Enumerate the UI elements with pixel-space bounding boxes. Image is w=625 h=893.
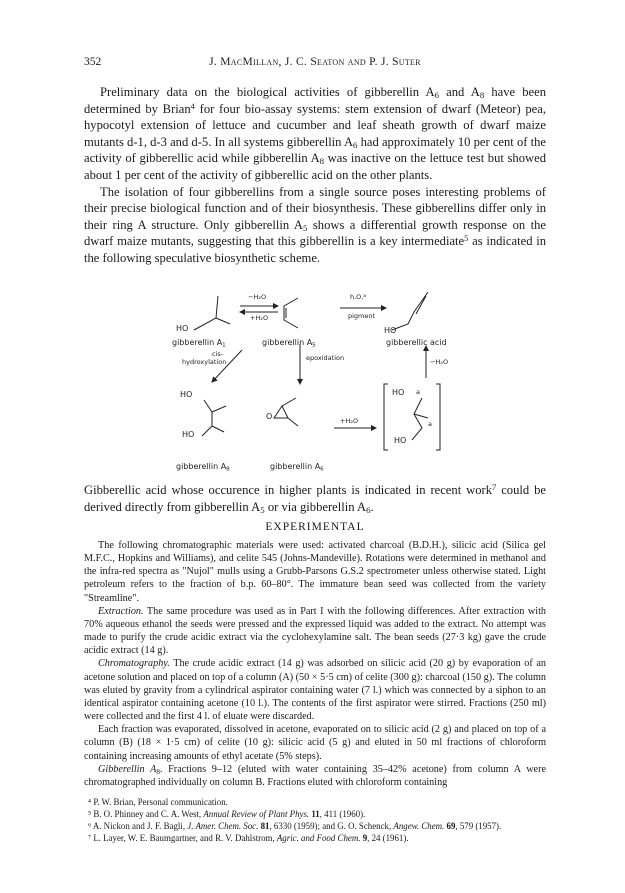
label-gibberellin-a5: gibberellin $A_5$ bbox=[262, 338, 316, 349]
label-gibberellin-a8: gibberellin $A_8$ bbox=[176, 462, 230, 473]
label-cis: cis- bbox=[212, 350, 224, 358]
experimental-paragraph-column-b: Each fraction was evaporated, dissolved in acetone, evaporated on to silicic acid (2 g) and placed on top of a column (B) (18 × 1·5 cm) of celite (10 g): silicic acid (5 g) and eluted in 50 ml fractions of chloroform containing increasing amounts of ethyl acetate (5% steps). bbox=[84, 724, 546, 762]
label-ho-ga3: HO bbox=[384, 326, 397, 335]
ga1-ring-fragment bbox=[194, 296, 218, 330]
post-scheme-text bbox=[84, 482, 546, 515]
footnote-5: ⁵ B. O. Phinney and C. A. West, Annual Review of Plant Phys. 11, 411 (1960). bbox=[88, 809, 366, 819]
footnote-7: ⁷ L. Layer, W. E. Baumgartner, and R. V. Dahlstrom, Agric. and Food Chem. 9, 24 (1961). bbox=[88, 833, 409, 843]
label-ho-ga8-bottom: HO bbox=[182, 430, 195, 439]
reference-marker: 5 bbox=[464, 233, 469, 244]
footnote-6: ⁶ A. Nickon and J. F. Bagli, J. Amer. Chem. Soc. 81, 6330 (1959); and G. O. Schenck, Angew. Chem. 69, 579 (1957). bbox=[88, 821, 502, 831]
label-epoxidation: epoxidation bbox=[306, 354, 345, 362]
experimental-text bbox=[84, 539, 546, 789]
label-ho-intermediate-bottom: HO bbox=[394, 436, 407, 445]
label-hydroxylation: hydroxylation bbox=[182, 358, 227, 366]
post-scheme-paragraph: Gibberellic acid whose occurence in higher plants is indicated in recent work$^7$ could be derived directly from gibberellin $A_5$ or via gibberellin $A_6$. bbox=[84, 482, 547, 515]
label-gibberellic-acid: gibberellic acid bbox=[386, 338, 447, 347]
experimental-paragraph-extraction: Extraction. The same procedure was used as in Part I with the following differences. After extraction with 70% aqueous ethanol the seeds were pressed and the expressed liquid was added to the extract. No attempt was made to purify the crude acidic extract via the cyclohexylamine salt. The bean seeds (27·3 kg) gave the crude acidic extract (14 g). bbox=[84, 605, 546, 657]
ga8-ring-fragment bbox=[202, 400, 212, 436]
reference-marker: 7 bbox=[492, 482, 497, 493]
intro-text bbox=[84, 84, 546, 267]
footnotes bbox=[84, 796, 546, 844]
experimental-paragraph-gibberellin-a8: Gibberellin $A_8$. Fractions 9–12 (eluted with water containing 35–42% acetone) from column A were chromatographed individually on column B. Fractions eluted with chloroform containing bbox=[84, 763, 546, 788]
footnote-4: ⁴ P. W. Brian, Personal communication. bbox=[88, 797, 228, 807]
label-ho-intermediate-top: HO bbox=[392, 388, 405, 397]
label-pigment: pigment bbox=[348, 312, 376, 320]
label-gibberellin-a1: gibberellin $A_1$ bbox=[172, 338, 226, 349]
label-h2o2: h,O,$^a$ bbox=[350, 293, 367, 301]
label-plus-h2o-mid: +H₂O bbox=[340, 417, 359, 425]
label-plus-h2o: +H₂O bbox=[250, 314, 269, 322]
intro-paragraph-2: The isolation of four gibberellins from a single source poses interesting problems of their precise biological function and of their biosynthesis. These gibberellins differ only in their ring A structure. Only gibberellin $A_5$ shows a differential growth response on the dwarf maize mutants, suggesting that this gibberellin is a key intermediate$^5$ as indicated in the following speculative biosynthetic scheme. bbox=[84, 184, 546, 265]
experimental-paragraph-1: The following chromatographic materials were used: activated charcoal (B.D.H.), silicic acid (Silica gel M.F.C., Hopkins and Williams), and celite 545 (Johns-Mandeville). Rotations were determined in methanol and the infra-red spectra as "Nujol" mulls using a Grubb-Parsons G.S.2 spectrometer unless otherwise stated. Light petroleum refers to the fraction of b.p. 60–80°. The immature bean seed was collected from the variety "Streamline". bbox=[84, 540, 546, 604]
ga3-ring-fragment bbox=[392, 292, 428, 330]
running-header bbox=[84, 56, 546, 72]
label-minus-h2o-right: −H₂O bbox=[430, 358, 449, 366]
section-heading-experimental: EXPERIMENTAL bbox=[265, 521, 365, 533]
page-number: 352 bbox=[84, 56, 102, 68]
label-minus-h2o: −H₂O bbox=[248, 293, 267, 301]
ga6-epoxide-fragment bbox=[274, 406, 288, 418]
label-ho-ga1: HO bbox=[176, 324, 189, 333]
experimental-paragraph-chromatography: Chromatography. The crude acidic extract (14 g) was adsorbed on silicic acid (20 g) by evaporation of an acetone solution and placed on top of a column (A) (50 × 5·5 cm) of celite (300 g): charcoal (150 g). The column was eluted by gravity from a cylindrical aspirator containing water (7 l.) which was connected by a siphon to an identical aspirator containing acetone (10 l.). The contents of the first aspirator were stirred. Fractions (250 ml) were collected and the first 4 l. of eluate were discarded. bbox=[84, 658, 546, 723]
biosynthetic-scheme bbox=[172, 288, 470, 478]
label-a-bottom: a bbox=[428, 420, 432, 428]
intermediate-bracket-right bbox=[436, 384, 440, 450]
running-header-authors: J. MacMillan, J. C. Seaton and P. J. Suter bbox=[209, 56, 421, 68]
scheme-drawing bbox=[190, 288, 470, 478]
label-a-top: a bbox=[416, 388, 420, 396]
label-gibberellin-a6: gibberellin $A_6$ bbox=[270, 462, 324, 473]
intermediate-bracket-left bbox=[384, 384, 388, 450]
intro-paragraph-1: Preliminary data on the biological activities of gibberellin $A_6$ and $A_8$ have been determined by Brian$^4$ for four bio-assay systems: stem extension of dwarf (Meteor) pea, hypocotyl extension of lettuce and cucumber and leaf sheath growth of dwarf maize mutants d-1, d-3 and d-5. In all systems gibberellin $A_6$ had approximately 10 per cent of the activity of gibberellic acid while gibberellin $A_8$ was inactive on the lettuce test but showed about 1 per cent of the activity of gibberellic acid on the other plants. bbox=[84, 85, 546, 182]
reference-marker: 4 bbox=[190, 100, 195, 111]
label-epoxide-o: O bbox=[266, 412, 273, 421]
label-ho-ga8-top: HO bbox=[180, 390, 193, 399]
